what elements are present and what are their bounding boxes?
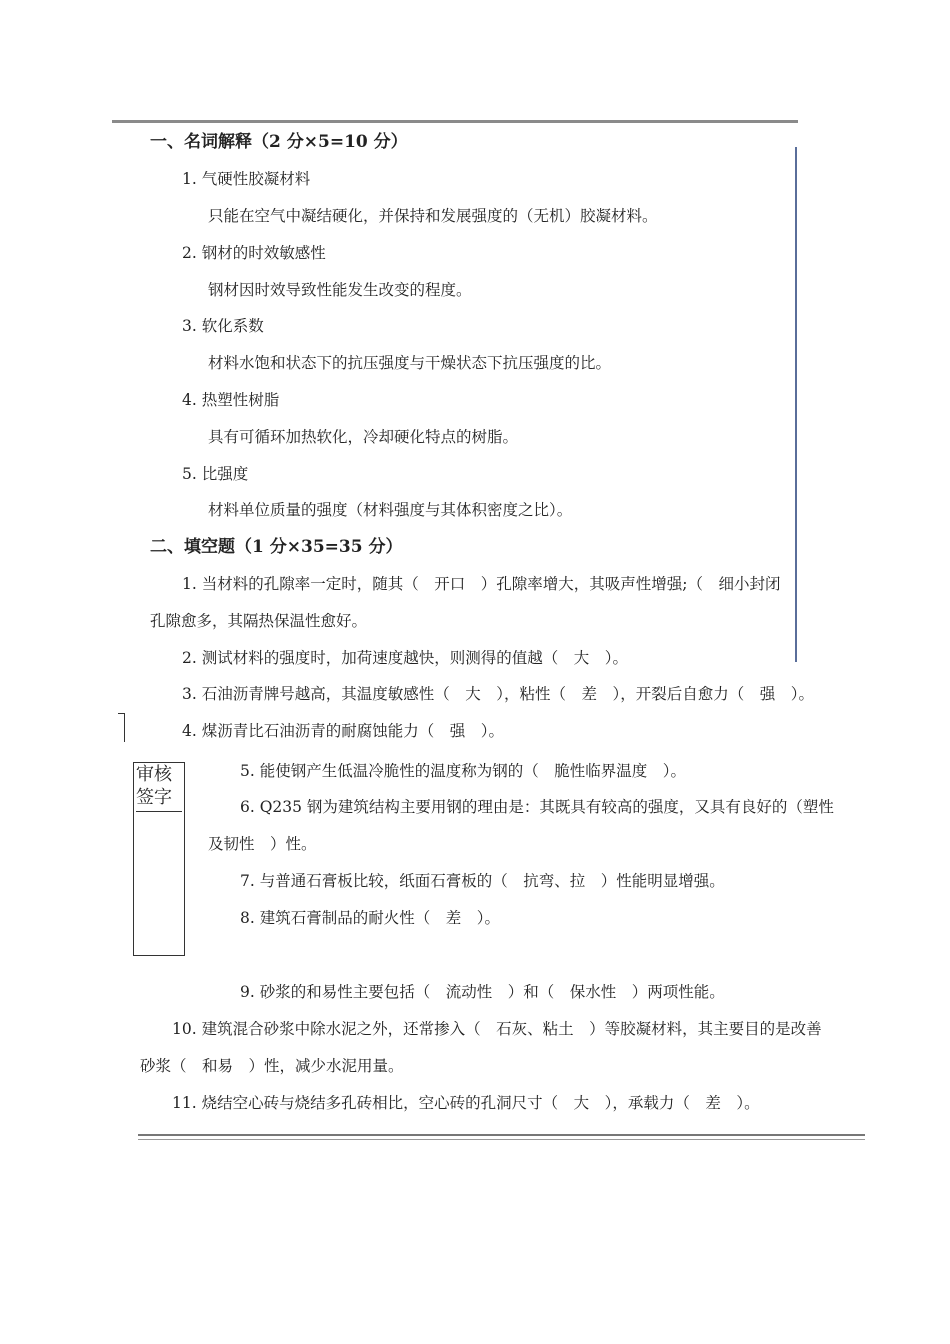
definition-5: 材料单位质量的强度（材料强度与其体积密度之比）。 <box>208 501 573 519</box>
fill-line-9: 9. 砂浆的和易性主要包括（ 流动性 ）和（ 保水性 ）两项性能。 <box>240 983 725 1001</box>
top-rule <box>112 120 798 123</box>
bottom-rule-thin <box>138 1139 865 1140</box>
fill-line-5: 5. 能使钢产生低温冷脆性的温度称为钢的（ 脆性临界温度 ）。 <box>240 762 686 780</box>
right-margin-rule <box>795 147 797 662</box>
review-signature-box <box>133 762 185 956</box>
fill-line-1b: 孔隙愈多，其隔热保温性愈好。 <box>150 612 368 630</box>
review-label-line2: 签字 <box>136 787 172 808</box>
fill-line-2: 2. 测试材料的强度时，加荷速度越快，则测得的值越（ 大 ）。 <box>182 649 628 667</box>
review-signature-label <box>136 763 182 812</box>
fill-line-3: 3. 石油沥青牌号越高，其温度敏感性（ 大 ），粘性（ 差 ），开裂后自愈力（ 强 ）。 <box>182 685 814 703</box>
margin-bracket <box>118 713 125 742</box>
definition-1: 只能在空气中凝结硬化，并保持和发展强度的（无机）胶凝材料。 <box>208 207 658 225</box>
fill-line-1a: 1. 当材料的孔隙率一定时，随其（ 开口 ）孔隙率增大，其吸声性增强;（ 细小封闭 <box>182 575 781 593</box>
fill-line-6a: 6. Q235 钢为建筑结构主要用钢的理由是：其既具有较高的强度，又具有良好的（塑性 <box>240 798 834 816</box>
section2-heading: 二、填空题（1 分×35=35 分） <box>150 537 403 557</box>
fill-line-6b: 及韧性 ）性。 <box>208 835 317 853</box>
fill-line-11: 11. 烧结空心砖与烧结多孔砖相比，空心砖的孔洞尺寸（ 大 ），承载力（ 差 ）。 <box>172 1094 760 1112</box>
definition-2: 钢材因时效导致性能发生改变的程度。 <box>208 281 472 299</box>
term-1: 1. 气硬性胶凝材料 <box>182 170 311 188</box>
definition-3: 材料水饱和状态下的抗压强度与干燥状态下抗压强度的比。 <box>208 354 612 372</box>
fill-line-4: 4. 煤沥青比石油沥青的耐腐蚀能力（ 强 ）。 <box>182 722 504 740</box>
fill-line-7: 7. 与普通石膏板比较，纸面石膏板的（ 抗弯、拉 ）性能明显增强。 <box>240 872 725 890</box>
fill-line-8: 8. 建筑石膏制品的耐火性（ 差 ）。 <box>240 909 500 927</box>
term-5: 5. 比强度 <box>182 465 249 483</box>
review-label-line1: 审核 <box>136 764 172 785</box>
term-4: 4. 热塑性树脂 <box>182 391 280 409</box>
fill-line-10a: 10. 建筑混合砂浆中除水泥之外，还常掺入（ 石灰、粘土 ）等胶凝材料，其主要目的是改善 <box>172 1020 822 1038</box>
section1-heading: 一、名词解释（2 分×5=10 分） <box>150 132 408 152</box>
term-3: 3. 软化系数 <box>182 317 264 335</box>
bottom-rule <box>138 1134 865 1136</box>
fill-line-10b: 砂浆（ 和易 ）性，减少水泥用量。 <box>140 1057 404 1075</box>
definition-4: 具有可循环加热软化，冷却硬化特点的树脂。 <box>208 428 519 446</box>
term-2: 2. 钢材的时效敏感性 <box>182 244 326 262</box>
